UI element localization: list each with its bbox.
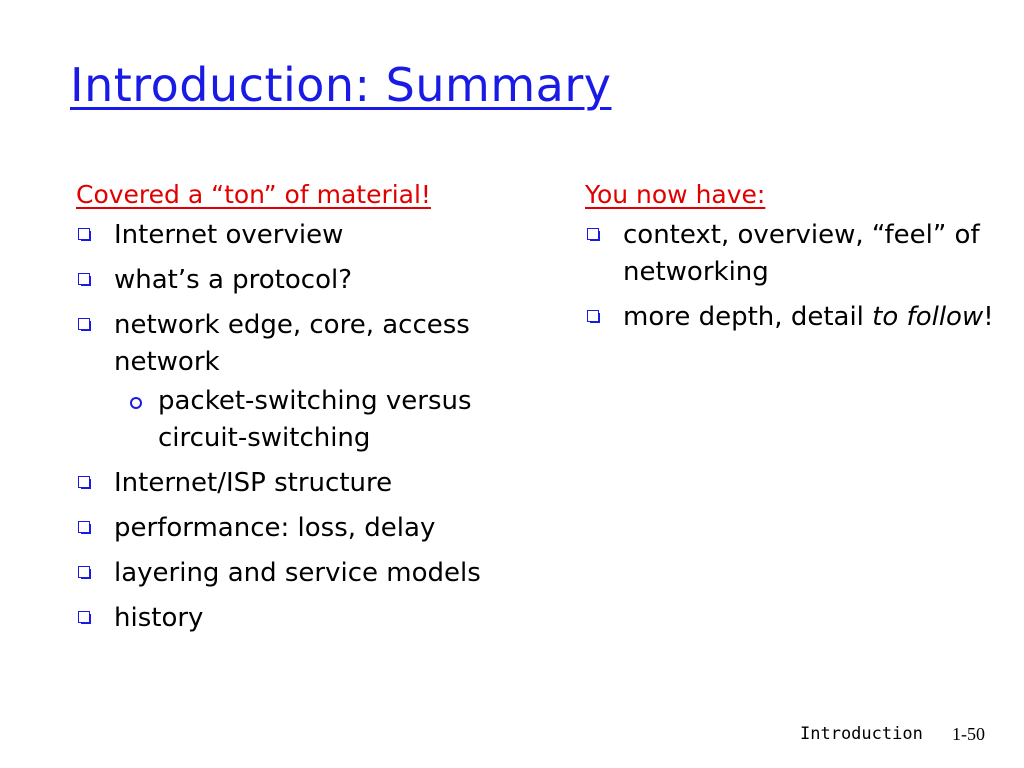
left-column — [76, 180, 556, 645]
list-item-end: ! — [983, 302, 994, 332]
list-item-text: performance: loss, delay — [114, 513, 436, 543]
square-bullet-icon — [78, 228, 90, 240]
list-item — [76, 217, 556, 254]
footer-page-number: 1-50 — [952, 724, 985, 744]
square-bullet-icon — [78, 273, 90, 285]
list-item — [76, 600, 556, 637]
square-bullet-icon — [587, 310, 599, 322]
slide-title: Introduction: Summary — [70, 58, 612, 112]
left-column-heading: Covered a “ton” of material! — [76, 180, 431, 209]
list-item — [585, 217, 1005, 291]
left-bullet-list — [76, 217, 556, 637]
list-item-text: more depth, detail — [623, 302, 873, 332]
list-item — [585, 299, 1005, 336]
list-item-emphasis: to follow — [872, 302, 984, 332]
list-item-text: history — [114, 603, 204, 633]
list-item-text: network edge, core, access network — [114, 310, 470, 377]
list-item — [76, 555, 556, 592]
square-bullet-icon — [78, 521, 90, 533]
footer-section-label: Introduction — [800, 724, 923, 744]
list-item — [76, 307, 556, 457]
list-item-text: layering and service models — [114, 558, 481, 588]
sub-list-item-text: packet-switching versus circuit-switching — [158, 386, 472, 453]
square-bullet-icon — [78, 318, 90, 330]
right-column — [585, 180, 1005, 344]
circle-bullet-icon — [130, 397, 142, 409]
list-item-text: what’s a protocol? — [114, 265, 352, 295]
list-item-text: Internet/ISP structure — [114, 468, 393, 498]
list-item — [76, 510, 556, 547]
square-bullet-icon — [78, 611, 90, 623]
list-item-text: Internet overview — [114, 220, 344, 250]
list-item — [76, 465, 556, 502]
sub-bullet-list — [114, 383, 556, 457]
square-bullet-icon — [78, 476, 90, 488]
right-column-heading: You now have: — [585, 180, 766, 209]
square-bullet-icon — [587, 228, 599, 240]
list-item — [76, 262, 556, 299]
sub-list-item — [114, 383, 556, 457]
right-bullet-list — [585, 217, 1005, 336]
list-item-text: context, overview, “feel” of networking — [623, 220, 980, 287]
square-bullet-icon — [78, 566, 90, 578]
